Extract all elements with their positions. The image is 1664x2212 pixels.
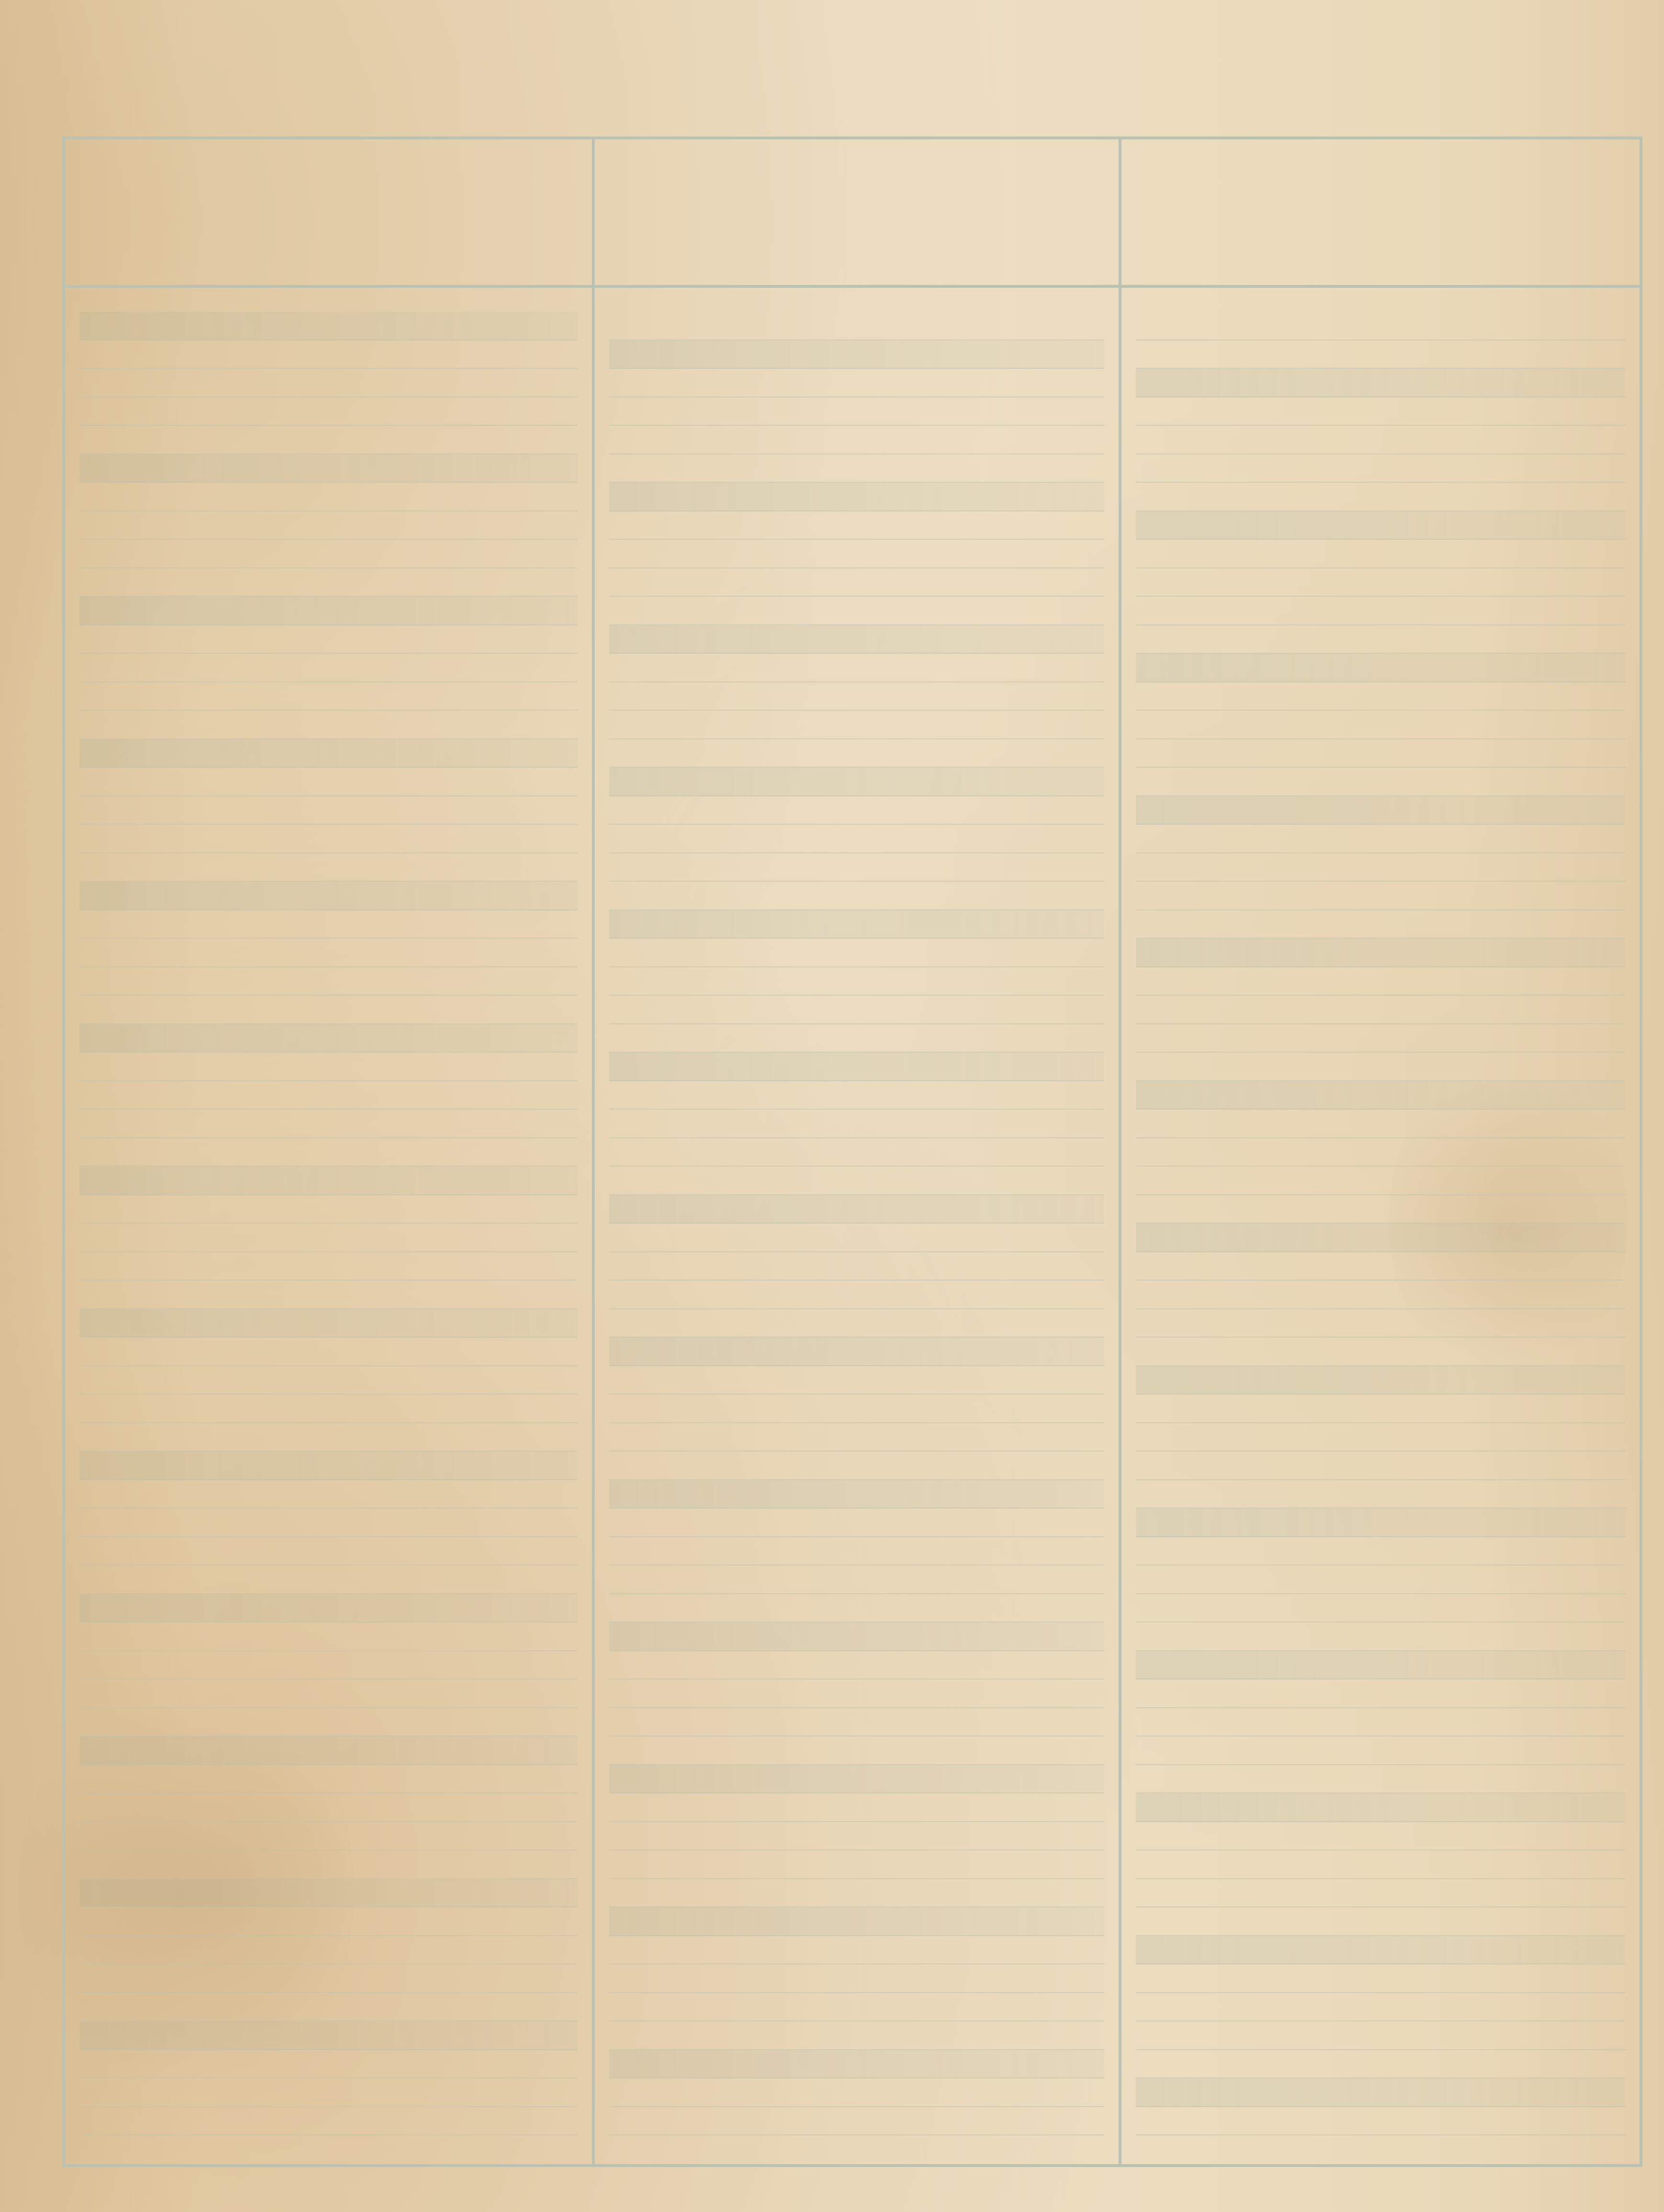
table-row [1136,1679,1625,1708]
table-row [1136,312,1625,340]
table-row [609,796,1104,825]
table-row [1136,1309,1625,1338]
table-row [609,1850,1104,1879]
table-row [609,540,1104,568]
table-row [79,739,577,768]
table-row [79,1964,577,1993]
table-row [1136,1822,1625,1851]
table-row [609,1224,1104,1252]
table-row [1136,1622,1625,1651]
table-row [609,2078,1104,2107]
table-row [609,939,1104,967]
table-row [79,483,577,511]
table-row [609,1565,1104,1594]
table-row [79,625,577,654]
table-row [609,1879,1104,1908]
table-row [609,682,1104,711]
table-row [1136,939,1625,967]
table-row [609,340,1104,369]
table-row [609,454,1104,483]
table-row [79,1110,577,1138]
table-row [1136,483,1625,511]
directory-table [62,136,1642,2167]
table-row [1136,2050,1625,2079]
table-row [79,1423,577,1452]
table-row [1136,1053,1625,1081]
table-row [609,1594,1104,1623]
table-row [1136,2078,1625,2107]
table-row [79,1537,577,1566]
table-row [1136,768,1625,796]
table-row [1136,1138,1625,1167]
table-column-2 [592,139,1119,2164]
column-header [65,139,592,288]
table-row [609,1195,1104,1224]
table-row [609,853,1104,882]
table-row [79,1480,577,1509]
table-row [79,1907,577,1936]
table-row [609,312,1104,340]
table-row [1136,1480,1625,1509]
table-row [79,1509,577,1537]
table-row [1136,1167,1625,1195]
table-row [609,1622,1104,1651]
table-row [79,967,577,996]
table-row [609,1907,1104,1936]
table-row [79,1793,577,1822]
table-row [79,796,577,825]
table-row [1136,1708,1625,1737]
table-row [79,454,577,483]
table-row [79,511,577,540]
table-row [79,768,577,796]
table-row [1136,1793,1625,1822]
table-row [1136,796,1625,825]
table-row [79,1594,577,1623]
table-row [79,1024,577,1053]
table-row [1136,1879,1625,1908]
table-row [1136,2107,1625,2136]
table-row [609,1366,1104,1395]
table-row [1136,1423,1625,1452]
table-row [79,369,577,397]
table-row [609,1480,1104,1509]
table-row [609,1252,1104,1281]
table-row [79,312,577,340]
table-row [1136,369,1625,397]
table-row [609,711,1104,739]
table-row [79,882,577,910]
table-row [1136,711,1625,739]
column-rows [65,288,592,2135]
table-row [609,1395,1104,1423]
table-row [79,711,577,739]
table-row [1136,1252,1625,1281]
table-row [1136,2021,1625,2050]
table-row [609,1338,1104,1366]
table-row [1136,825,1625,853]
table-row [609,397,1104,426]
column-rows [595,288,1119,2135]
table-row [609,1936,1104,1965]
table-row [609,1053,1104,1081]
table-row [79,1395,577,1423]
table-row [1136,454,1625,483]
table-row [609,1309,1104,1338]
table-row [79,1053,577,1081]
table-row [79,1281,577,1309]
table-row [609,739,1104,768]
table-row [79,1622,577,1651]
table-row [609,2107,1104,2136]
table-row [609,568,1104,597]
table-row [609,625,1104,654]
table-row [609,1993,1104,2022]
table-row [79,340,577,369]
table-row [609,483,1104,511]
table-row [79,1338,577,1366]
table-row [1136,1537,1625,1566]
table-row [1136,1452,1625,1480]
table-row [79,1565,577,1594]
table-row [1136,1964,1625,1993]
table-row [609,1793,1104,1822]
table-row [79,682,577,711]
table-row [79,1736,577,1765]
table-row [79,1081,577,1110]
table-row [609,1423,1104,1452]
table-row [79,597,577,625]
table-row [609,369,1104,397]
table-row [1136,654,1625,682]
table-row [1136,397,1625,426]
table-row [79,825,577,853]
table-row [609,511,1104,540]
table-row [1136,996,1625,1024]
table-row [1136,1395,1625,1423]
table-row [79,1679,577,1708]
table-row [609,1708,1104,1737]
table-row [79,1651,577,1680]
table-row [79,1252,577,1281]
table-row [1136,1765,1625,1794]
table-row [1136,625,1625,654]
table-row [609,1110,1104,1138]
table-row [79,939,577,967]
table-row [609,1736,1104,1765]
table-row [1136,1366,1625,1395]
table-row [1136,1936,1625,1965]
running-header [67,86,1121,120]
table-row [1136,1281,1625,1309]
table-row [609,1281,1104,1309]
table-row [1136,426,1625,454]
table-row [79,2078,577,2107]
table-row [79,1708,577,1737]
table-row [1136,1736,1625,1765]
table-row [1136,597,1625,625]
table-column-3 [1119,139,1640,2164]
table-row [609,996,1104,1024]
table-row [1136,1565,1625,1594]
table-row [79,996,577,1024]
table-row [609,1822,1104,1851]
table-row [79,1765,577,1794]
table-row [79,426,577,454]
table-row [609,882,1104,910]
column-header [1121,139,1640,288]
table-row [79,1366,577,1395]
table-row [609,1167,1104,1195]
table-row [79,2107,577,2136]
table-row [609,1452,1104,1480]
table-row [1136,1224,1625,1252]
table-row [609,1509,1104,1537]
table-row [79,397,577,426]
table-row [79,568,577,597]
table-row [79,540,577,568]
table-row [79,1452,577,1480]
table-row [609,825,1104,853]
table-row [1136,540,1625,568]
table-row [79,2050,577,2079]
table-row [609,654,1104,682]
table-row [79,1138,577,1167]
table-row [1136,568,1625,597]
table-row [609,768,1104,796]
table-row [79,1993,577,2022]
table-row [609,910,1104,939]
table-row [79,1309,577,1338]
table-row [609,2050,1104,2079]
table-row [1136,1850,1625,1879]
table-row [1136,739,1625,768]
column-rows [1121,288,1640,2135]
table-row [1136,967,1625,996]
table-row [1136,1907,1625,1936]
table-row [79,1195,577,1224]
table-row [609,1024,1104,1053]
table-row [609,1765,1104,1794]
table-row [1136,910,1625,939]
table-row [1136,1594,1625,1623]
table-row [1136,853,1625,882]
table-column-1 [65,139,592,2164]
table-row [79,1224,577,1252]
table-row [79,1879,577,1908]
table-row [79,910,577,939]
table-row [1136,682,1625,711]
table-row [1136,1993,1625,2022]
table-row [609,597,1104,625]
table-row [609,967,1104,996]
table-row [609,1537,1104,1566]
table-row [1136,1195,1625,1224]
table-row [1136,340,1625,369]
table-row [1136,511,1625,540]
table-row [79,1936,577,1965]
table-row [1136,1024,1625,1053]
table-row [609,1138,1104,1167]
table-row [79,2021,577,2050]
table-row [609,1964,1104,1993]
table-row [609,1679,1104,1708]
table-row [79,1850,577,1879]
table-row [609,1651,1104,1680]
table-row [79,654,577,682]
table-row [609,1081,1104,1110]
table-row [609,426,1104,454]
table-row [79,1822,577,1851]
table-row [1136,1338,1625,1366]
table-row [1136,1651,1625,1680]
column-header [595,139,1119,288]
table-row [79,853,577,882]
table-row [609,2021,1104,2050]
table-row [79,1167,577,1195]
table-row [1136,1509,1625,1537]
table-row [1136,1110,1625,1138]
table-row [1136,882,1625,910]
table-row [1136,1081,1625,1110]
